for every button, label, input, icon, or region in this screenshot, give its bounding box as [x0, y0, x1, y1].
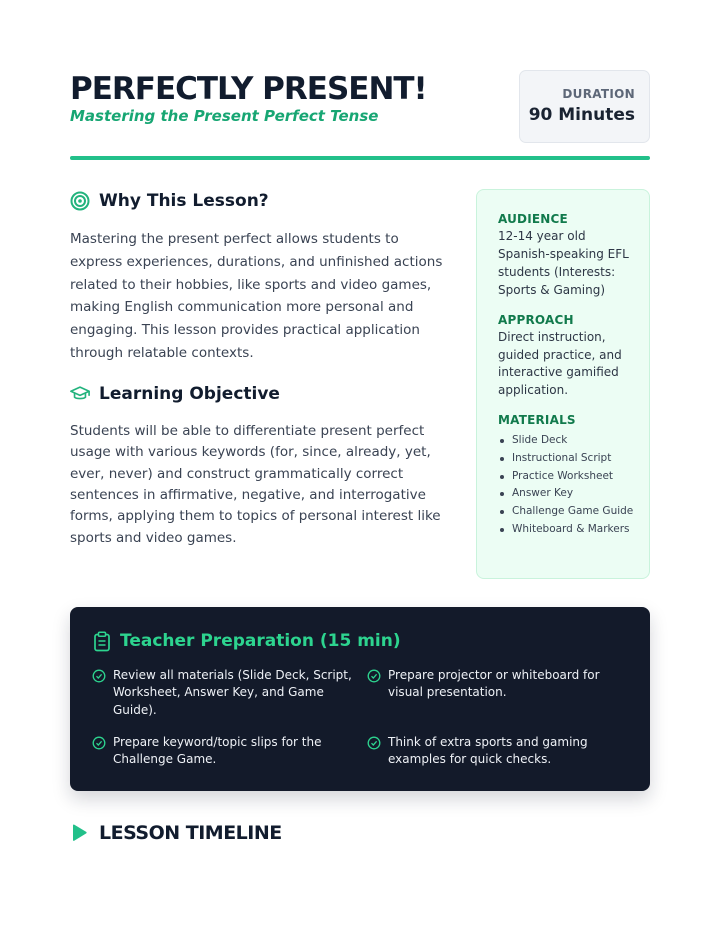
header — [70, 70, 650, 160]
page-title: PERFECTLY PRESENT! — [70, 71, 427, 107]
prep-heading-row — [92, 629, 628, 653]
check-circle-icon — [367, 669, 381, 683]
lesson-page — [70, 0, 650, 932]
approach-text: Direct instruction, guided practice, and interactive gamified application. — [498, 329, 622, 398]
materials-item: Whiteboard & Markers — [498, 521, 639, 539]
why-body: Mastering the present perfect allows students to express experiences, durations, and unfinished actions related to their hobbies, like sports and video games, making English communication more personal and engaging. This lesson provides practical application through relatable contexts. — [70, 231, 443, 361]
target-icon — [70, 191, 90, 211]
header-divider — [70, 156, 650, 160]
check-circle-icon — [92, 669, 106, 683]
approach-heading: APPROACH — [498, 312, 574, 327]
lesson-timeline-heading — [70, 820, 282, 846]
materials-item: Answer Key — [498, 485, 639, 503]
prep-item — [92, 734, 352, 769]
prep-item-text: Review all materials (Slide Deck, Script, Worksheet, Answer Key, and Game Guide). — [113, 668, 352, 717]
approach-block — [498, 313, 639, 401]
objective-section-heading — [70, 383, 445, 405]
materials-block — [498, 413, 639, 538]
prep-heading: Teacher Preparation (15 min) — [120, 631, 401, 651]
clipboard-icon — [92, 630, 112, 652]
audience-text: 12-14 year old Spanish-speaking EFL students (Interests: Sports & Gaming) — [498, 229, 629, 297]
prep-item-text: Prepare projector or whiteboard for visual presentation. — [388, 668, 600, 700]
prep-item-text: Think of extra sports and gaming examples for quick checks. — [388, 735, 588, 767]
materials-heading: MATERIALS — [498, 413, 576, 428]
objective-body: Students will be able to differentiate present perfect usage with various keywords (for, since, already, yet, ever, never) and construct grammatically correct sentences in affirmative, negative, and interrogative forms, applying them to topics of personal interest like sports and video games. — [70, 422, 441, 546]
materials-item: Challenge Game Guide — [498, 503, 639, 521]
prep-item — [92, 667, 352, 719]
prep-item — [367, 667, 625, 702]
objective-heading: Learning Objective — [99, 383, 280, 404]
duration-label: DURATION — [562, 87, 635, 101]
graduation-cap-icon — [70, 384, 90, 404]
prep-item — [367, 734, 625, 769]
materials-item: Practice Worksheet — [498, 468, 639, 486]
why-heading: Why This Lesson? — [99, 191, 269, 211]
teacher-preparation-panel — [70, 607, 650, 791]
materials-item: Slide Deck — [498, 432, 639, 450]
lesson-info-card — [476, 189, 650, 579]
why-section-heading — [70, 190, 445, 212]
materials-item: Instructional Script — [498, 450, 639, 468]
timeline-heading: LESSON TIMELINE — [99, 822, 282, 844]
play-icon — [70, 822, 90, 844]
duration-value: 90 Minutes — [528, 105, 635, 125]
materials-list — [498, 432, 639, 538]
audience-heading: AUDIENCE — [498, 212, 568, 226]
check-circle-icon — [367, 736, 381, 750]
audience-block — [498, 212, 639, 300]
check-circle-icon — [92, 736, 106, 750]
main-content — [70, 190, 445, 549]
duration-card — [519, 70, 650, 143]
prep-item-text: Prepare keyword/topic slips for the Challenge Game. — [113, 735, 322, 767]
page-subtitle: Mastering the Present Perfect Tense — [70, 107, 379, 125]
